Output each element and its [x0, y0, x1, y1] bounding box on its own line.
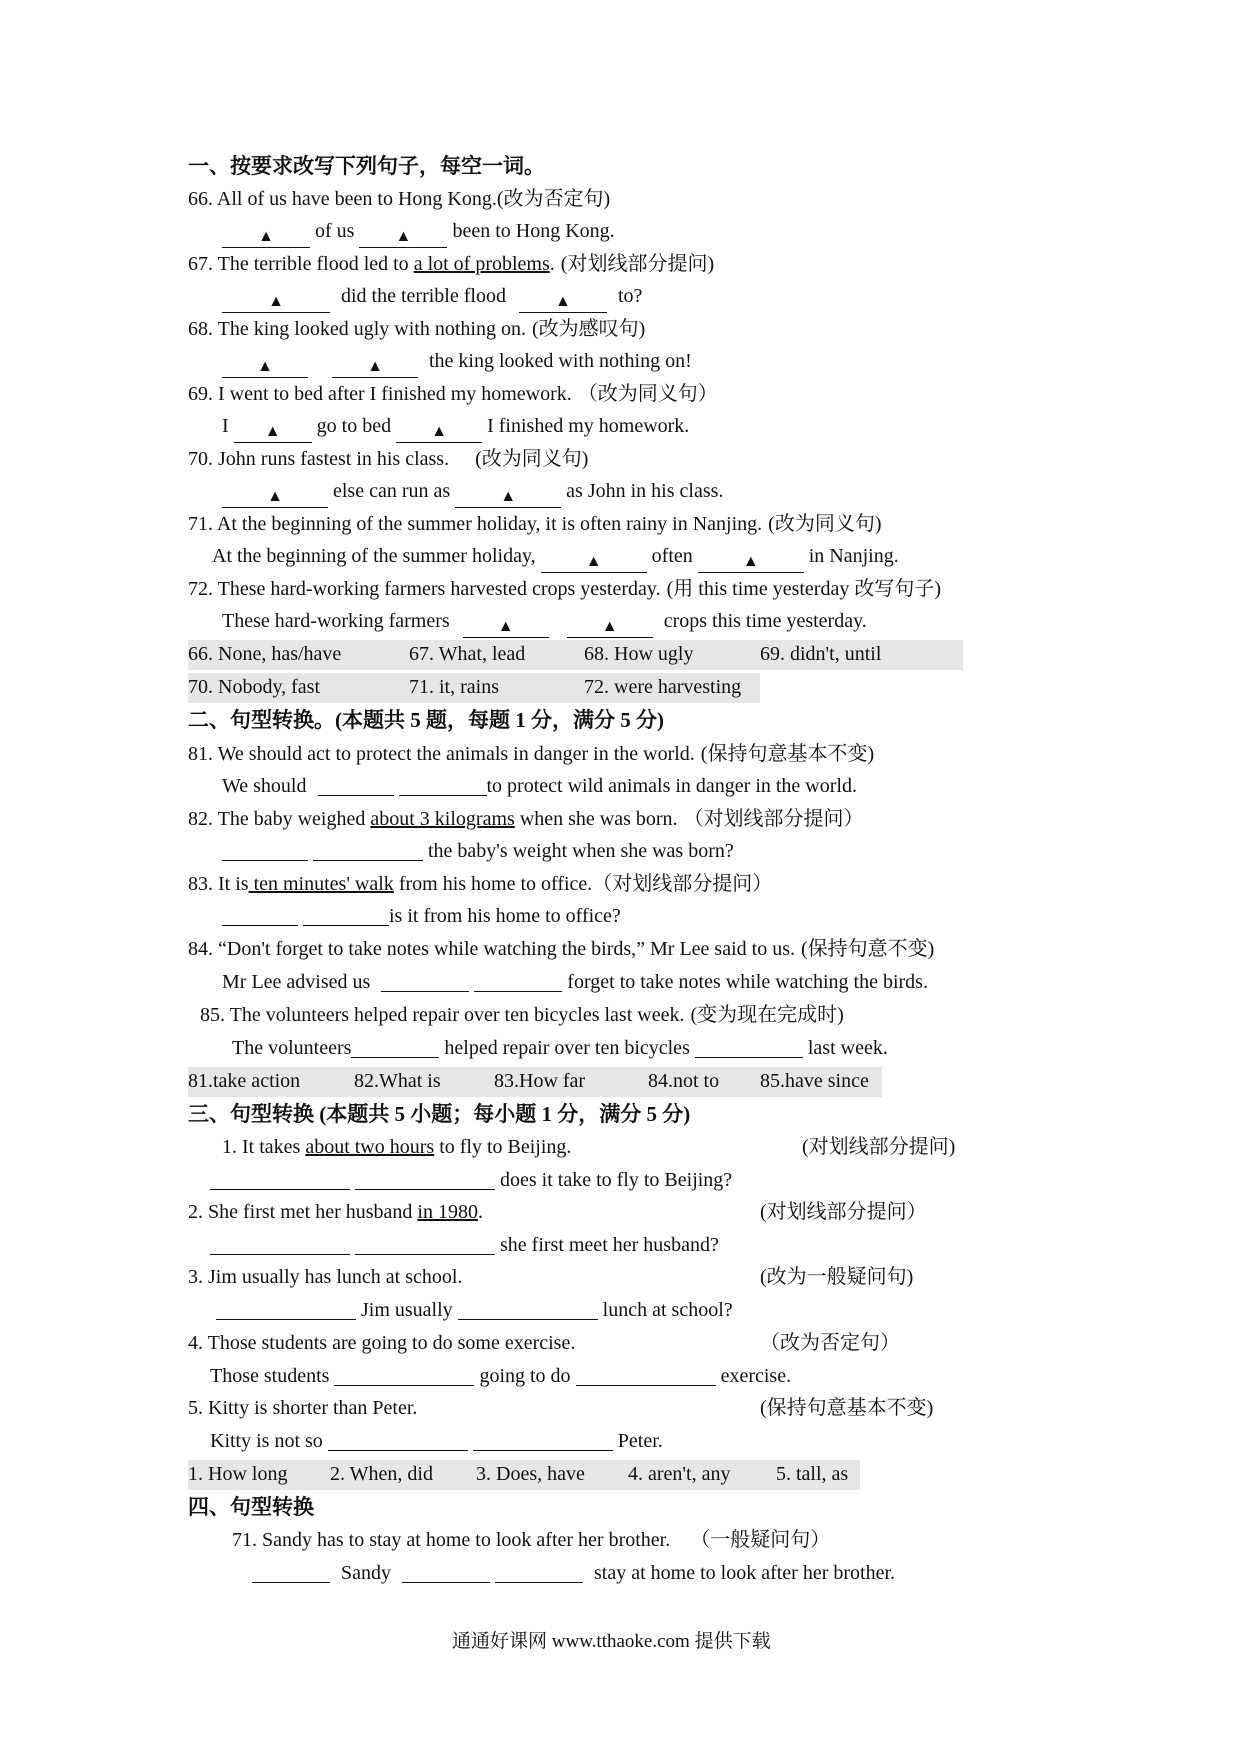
- section-4-title: 四、句型转换: [188, 1495, 314, 1519]
- triangle-icon: ▲: [431, 423, 448, 440]
- answer-line-81: We should to protect wild animals in danger in the world.: [222, 775, 857, 797]
- triangle-icon: ▲: [367, 358, 383, 375]
- answer-line-3-5: Kitty is not so Peter.: [210, 1430, 663, 1452]
- question-84: 84. “Don't forget to take notes while watching the birds,” Mr Lee said to us. (保持句意不变): [188, 938, 935, 960]
- blank[interactable]: [396, 420, 482, 443]
- blank[interactable]: [222, 290, 330, 313]
- blank[interactable]: [328, 1428, 468, 1451]
- answer-line-70: ▲ else can run as ▲ as John in his class.: [222, 477, 723, 507]
- question-3-1: 1. It takes about two hours to fly to Beijing. (对划线部分提问): [222, 1136, 956, 1158]
- blank[interactable]: [210, 1167, 350, 1190]
- blank[interactable]: [474, 969, 562, 992]
- answer-key-2: 81.take action 82.What is 83.How far 84.not to 85.have since: [188, 1067, 882, 1097]
- blank[interactable]: [455, 485, 561, 508]
- footer-credit: 通通好课网 www.tthaoke.com 提供下载: [452, 1631, 771, 1652]
- blank[interactable]: [222, 355, 308, 378]
- question-67: 67. The terrible flood led to a lot of problems. (对划线部分提问): [188, 253, 715, 275]
- blank[interactable]: [355, 1167, 495, 1190]
- blank[interactable]: [458, 1297, 598, 1320]
- answer-line-3-3: Jim usually lunch at school?: [216, 1296, 733, 1326]
- blank[interactable]: [473, 1428, 613, 1451]
- answer-line-85: The volunteers helped repair over ten bicycles last week.: [232, 1037, 888, 1059]
- question-85: 85. The volunteers helped repair over ten bicycles last week. (变为现在完成时): [200, 1004, 844, 1026]
- blank[interactable]: [234, 420, 312, 443]
- blank[interactable]: [222, 903, 298, 926]
- question-68: 68. The king looked ugly with nothing on. (改为感叹句): [188, 318, 646, 340]
- answer-line-82: the baby's weight when she was born?: [222, 837, 734, 867]
- question-3-5: 5. Kitty is shorter than Peter. (保持句意基本不变): [188, 1397, 934, 1419]
- triangle-icon: ▲: [268, 293, 284, 310]
- answer-line-66: ▲ of us ▲ been to Hong Kong.: [222, 217, 615, 247]
- blank[interactable]: [216, 1297, 356, 1320]
- blank[interactable]: [495, 1560, 583, 1583]
- answer-line-83: is it from his home to office?: [222, 902, 621, 932]
- blank[interactable]: [303, 903, 389, 926]
- question-83: 83. It is ten minutes' walk from his home to office.（对划线部分提问）: [188, 873, 773, 895]
- question-82: 82. The baby weighed about 3 kilograms when she was born. （对划线部分提问）: [188, 808, 864, 830]
- answer-line-69: I ▲ go to bed ▲ I finished my homework.: [222, 412, 689, 442]
- question-4-71: 71. Sandy has to stay at home to look after her brother. （一般疑问句）: [232, 1529, 831, 1551]
- blank[interactable]: [359, 225, 447, 248]
- question-66: 66. All of us have been to Hong Kong.(改为否定句): [188, 188, 611, 210]
- question-81: 81. We should act to protect the animals in danger in the world. (保持句意基本不变): [188, 743, 875, 765]
- answer-line-72: These hard-working farmers ▲ ▲ crops this time yesterday.: [222, 607, 867, 637]
- blank[interactable]: [318, 773, 394, 796]
- blank[interactable]: [222, 485, 328, 508]
- triangle-icon: ▲: [497, 618, 514, 635]
- blank[interactable]: [399, 773, 487, 796]
- blank[interactable]: [519, 290, 607, 313]
- answer-line-71: At the beginning of the summer holiday, ▲ often ▲ in Nanjing.: [212, 542, 899, 572]
- blank[interactable]: [313, 838, 423, 861]
- answer-line-3-2: she first meet her husband?: [210, 1231, 719, 1261]
- answer-key-1a: 66. None, has/have 67. What, lead 68. How ugly 69. didn't, until: [188, 640, 963, 670]
- triangle-icon: ▲: [258, 228, 274, 245]
- blank[interactable]: [698, 550, 804, 573]
- question-3-3: 3. Jim usually has lunch at school. (改为一般疑问句): [188, 1266, 914, 1288]
- answer-key-1b: 70. Nobody, fast 71. it, rains 72. were harvesting: [188, 673, 760, 703]
- triangle-icon: ▲: [500, 488, 517, 505]
- blank[interactable]: [381, 969, 469, 992]
- triangle-icon: ▲: [395, 228, 412, 245]
- question-3-2: 2. She first met her husband in 1980. (对划线部分提问）: [188, 1201, 927, 1223]
- triangle-icon: ▲: [257, 358, 273, 375]
- blank[interactable]: [355, 1232, 495, 1255]
- blank[interactable]: [332, 355, 418, 378]
- blank[interactable]: [541, 550, 647, 573]
- section-1-title: 一、按要求改写下列句子，每空一词。: [188, 154, 545, 178]
- question-72: 72. These hard-working farmers harvested crops yesterday. (用 this time yesterday 改写句子): [188, 578, 942, 600]
- question-70: 70. John runs fastest in his class. (改为同义句): [188, 448, 589, 470]
- blank[interactable]: [695, 1035, 803, 1058]
- answer-line-67: ▲ did the terrible flood ▲ to?: [222, 282, 642, 312]
- answer-line-3-4: Those students going to do exercise.: [210, 1365, 792, 1387]
- triangle-icon: ▲: [264, 423, 281, 440]
- answer-line-4-71: Sandy stay at home to look after her brother.: [252, 1559, 895, 1589]
- section-3-title: 三、句型转换 (本题共 5 小题；每小题 1 分，满分 5 分): [188, 1102, 691, 1126]
- answer-line-68: ▲ ▲ the king looked with nothing on!: [222, 347, 692, 377]
- triangle-icon: ▲: [267, 488, 283, 505]
- triangle-icon: ▲: [742, 553, 759, 570]
- answer-key-3: 1. How long 2. When, did 3. Does, have 4. aren't, any 5. tall, as: [188, 1460, 860, 1490]
- triangle-icon: ▲: [555, 293, 571, 310]
- section-2-title: 二、句型转换。(本题共 5 题，每题 1 分，满分 5 分): [188, 708, 664, 732]
- blank[interactable]: [334, 1363, 474, 1386]
- blank[interactable]: [567, 615, 653, 638]
- question-3-4: 4. Those students are going to do some exercise. （改为否定句）: [188, 1332, 900, 1354]
- blank[interactable]: [222, 838, 308, 861]
- answer-line-84: Mr Lee advised us forget to take notes while watching the birds.: [222, 971, 928, 993]
- blank[interactable]: [463, 615, 549, 638]
- question-69: 69. I went to bed after I finished my homework. （改为同义句）: [188, 383, 718, 405]
- answer-line-3-1: does it take to fly to Beijing?: [210, 1166, 732, 1196]
- triangle-icon: ▲: [601, 618, 618, 635]
- blank[interactable]: [402, 1560, 490, 1583]
- blank[interactable]: [351, 1035, 439, 1058]
- blank[interactable]: [252, 1560, 330, 1583]
- triangle-icon: ▲: [585, 553, 602, 570]
- blank[interactable]: [210, 1232, 350, 1255]
- question-71: 71. At the beginning of the summer holiday, it is often rainy in Nanjing. (改为同义句): [188, 513, 882, 535]
- blank[interactable]: [576, 1363, 716, 1386]
- blank[interactable]: [222, 225, 310, 248]
